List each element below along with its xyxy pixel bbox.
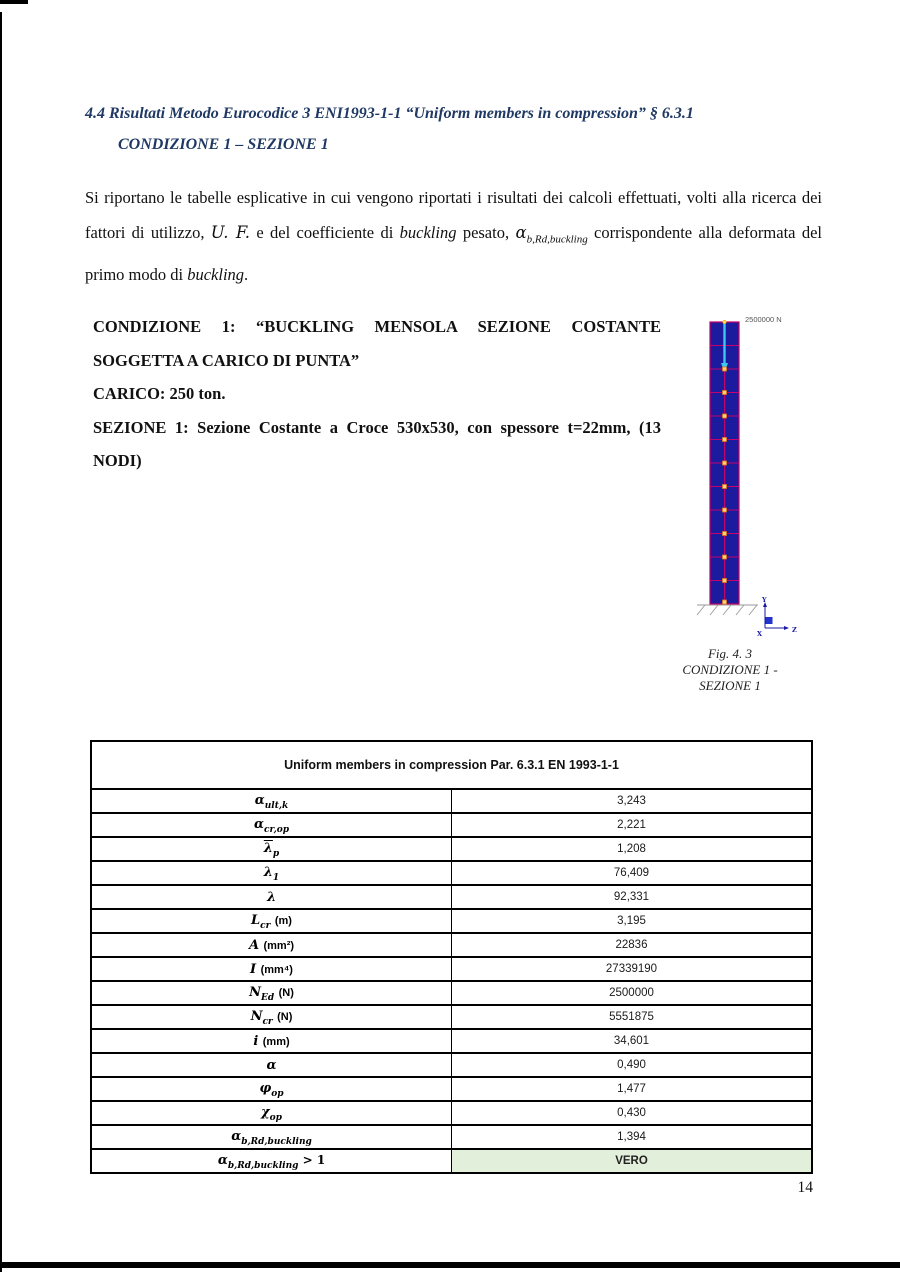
table-row: [91, 1053, 812, 1077]
row-value: 3,195: [452, 909, 813, 933]
table-row: [91, 1077, 812, 1101]
row-value: 0,490: [452, 1053, 813, 1077]
condition-line1: CONDIZIONE 1: “BUCKLING MENSOLA SEZIONE COSTANTE SOGGETTA A CARICO DI PUNTA”: [93, 317, 661, 370]
condition-line3: SEZIONE 1: Sezione Costante a Croce 530x530, con spessore t=22mm, (13 NODI): [93, 417, 661, 470]
alpha-subscript: b,Rd,buckling: [526, 233, 588, 246]
row-subscript: op: [271, 1089, 284, 1100]
row-symbol: N: [250, 1008, 263, 1024]
row-subscript: p: [272, 849, 280, 860]
row-subscript: Ed: [261, 993, 275, 1004]
check-result-value: VERO: [452, 1149, 813, 1173]
figure-caption-line3: SEZIONE 1: [699, 678, 761, 693]
axis-x-label: X: [757, 630, 763, 638]
row-symbol: λ: [263, 864, 273, 880]
page-border-top-segment: [0, 0, 28, 4]
axis-z-label: Z: [792, 626, 797, 634]
row-value: 27339190: [452, 957, 813, 981]
row-symbol: α: [253, 816, 264, 832]
row-symbol: A: [248, 938, 260, 953]
page-border-bottom: [0, 1262, 900, 1268]
table-row: [91, 933, 812, 957]
row-symbol: α: [217, 1152, 228, 1168]
row-unit: (N): [278, 986, 294, 999]
page-number: 14: [797, 1179, 813, 1196]
condition-line2: CARICO: 250 ton.: [93, 384, 226, 403]
row-value: 22836: [452, 933, 813, 957]
table-row: [91, 909, 812, 933]
load-value-label: 2500000 N: [745, 315, 782, 324]
row-symbol: α: [231, 1128, 242, 1144]
section-heading-line1: 4.4 Risultati Metodo Eurocodice 3 ENI1993-1-1 “Uniform members in compression” § 6.3.1: [85, 105, 694, 122]
row-value: 1,477: [452, 1077, 813, 1101]
results-table: [90, 740, 813, 1174]
section-heading-line2: CONDIZIONE 1 – SEZIONE 1: [118, 136, 329, 153]
intro-text-1: Si riportano le tabelle esplicative in cui vengono riportati i risultati dei calcoli effettuati, volti alla ricerca dei fattori di utilizzo,: [85, 188, 822, 242]
row-symbol: i: [253, 1034, 259, 1049]
table-row: [91, 1101, 812, 1125]
table-row: [91, 861, 812, 885]
axes-triad: [757, 596, 797, 638]
row-unit: (mm²): [263, 940, 295, 952]
table-title-row: [91, 741, 812, 789]
row-unit: (mm): [262, 1036, 290, 1048]
row-value: 76,409: [452, 861, 813, 885]
row-unit: (N): [277, 1010, 293, 1023]
figure-caption-line1: Fig. 4. 3: [707, 646, 753, 661]
row-subscript: cr,op: [264, 825, 289, 836]
table-row: [91, 789, 812, 813]
ground-hatching: [697, 605, 757, 615]
section-heading: [85, 98, 825, 160]
axis-y-label: Y: [762, 596, 767, 604]
row-symbol: φ: [259, 1080, 272, 1096]
row-symbol: L: [251, 912, 261, 928]
row-symbol: α: [254, 792, 265, 808]
row-value: 1,394: [452, 1125, 813, 1149]
row-unit: (mm⁴): [260, 964, 293, 976]
row-value: 3,243: [452, 789, 813, 813]
triad-origin-square: [766, 617, 773, 624]
row-subscript: b,Rd,buckling: [241, 1137, 312, 1148]
buckling-italic-2: buckling: [187, 265, 245, 285]
page-border-left: [0, 12, 2, 1272]
row-value: 2,221: [452, 813, 813, 837]
table-row: [91, 837, 812, 861]
intro-text-4: corrispondente alla deformata del primo modo di: [85, 223, 822, 285]
row-symbol: λ: [266, 890, 277, 905]
row-value: 34,601: [452, 1029, 813, 1053]
row-symbol: $\overline{\lambda}$: [263, 840, 273, 856]
row-symbol: χ: [261, 1104, 270, 1120]
row-subscript: op: [269, 1113, 282, 1124]
table-row: [91, 885, 812, 909]
row-condition-suffix: > 1: [298, 1152, 326, 1167]
top-node: [723, 320, 727, 324]
table-row: [91, 957, 812, 981]
intro-text-5: .: [244, 265, 249, 285]
buckling-italic-1: buckling: [399, 223, 457, 242]
buckling-column-figure: [695, 306, 810, 638]
row-subscript: 1: [272, 873, 280, 884]
intro-paragraph: [85, 180, 822, 292]
row-value: 5551875: [452, 1005, 813, 1029]
row-symbol: α: [266, 1058, 277, 1073]
figure-caption: [668, 646, 792, 694]
intro-text-3: pesato,: [456, 223, 516, 242]
row-subscript: cr: [260, 921, 271, 932]
table-row: [91, 981, 812, 1005]
condition-block: [93, 310, 661, 478]
row-symbol: I: [250, 962, 257, 977]
row-subscript: ult,k: [264, 801, 289, 812]
table-row-check: [91, 1149, 812, 1173]
row-value: 92,331: [452, 885, 813, 909]
figure-caption-line2: CONDIZIONE 1 -: [682, 662, 778, 677]
uf-symbol: U. F.: [210, 223, 251, 242]
row-value: 0,430: [452, 1101, 813, 1125]
table-title: Uniform members in compression Par. 6.3.1 EN 1993-1-1: [91, 741, 812, 789]
table-row: [91, 1029, 812, 1053]
table-row: [91, 1005, 812, 1029]
row-symbol: N: [249, 984, 261, 1000]
row-subscript: cr: [262, 1017, 273, 1028]
table-row: [91, 1125, 812, 1149]
row-value: 1,208: [452, 837, 813, 861]
row-subscript: b,Rd,buckling: [227, 1161, 299, 1172]
row-unit: (m): [274, 914, 292, 927]
row-value: 2500000: [452, 981, 813, 1005]
table-row: [91, 813, 812, 837]
intro-text-2: e del coefficiente di: [250, 223, 400, 242]
alpha-symbol: α: [515, 223, 527, 242]
